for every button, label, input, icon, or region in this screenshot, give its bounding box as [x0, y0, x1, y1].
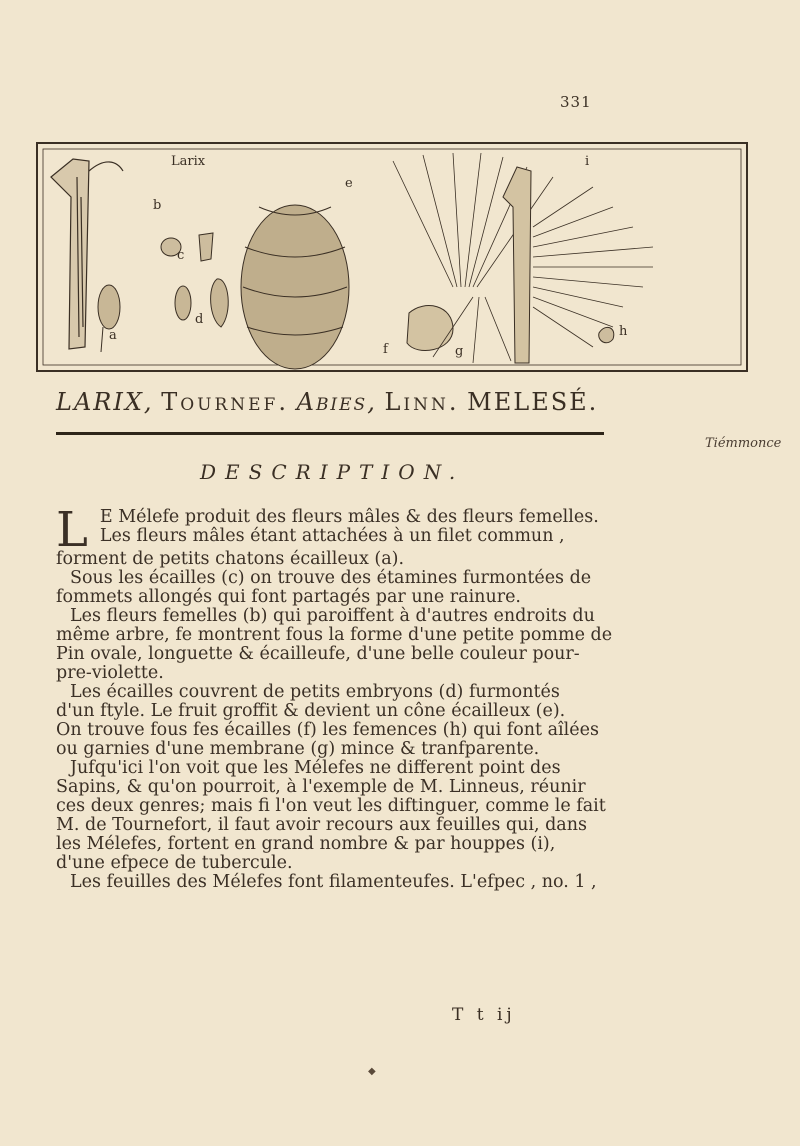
- text-line: d'un ftyle. Le fruit groffit & devient un cône écailleux (e).: [56, 701, 566, 721]
- title-rule: [56, 432, 604, 435]
- text-line: d'une efpece de tubercule.: [56, 853, 293, 873]
- text-line: ces deux genres; mais fi l'on veut les diftinguer, comme le fait: [56, 796, 606, 816]
- title-author1: Tournef.: [161, 388, 289, 416]
- text-line: Les écailles couvrent de petits embryons (d) furmontés: [70, 682, 560, 702]
- plate-letter-e: e: [345, 176, 353, 191]
- plate-letter-b: b: [153, 198, 162, 213]
- seed-drawing-f: [407, 306, 453, 351]
- plate-letter-g: g: [455, 344, 464, 359]
- larix-illustration: [33, 137, 751, 377]
- text-line: pre-violette.: [56, 663, 164, 683]
- cone-drawing-e: [241, 205, 349, 369]
- drop-cap: L: [56, 502, 88, 558]
- text-line: fommets allongés qui font partagés par une rainure.: [56, 587, 521, 607]
- stem-drawing-i: [503, 167, 531, 363]
- text-line: M. de Tournefort, il faut avoir recours aux feuilles qui, dans: [56, 815, 587, 835]
- text-line: Les fleurs femelles (b) qui paroiffent à d'autres endroits du: [70, 606, 595, 626]
- text-line: ou garnies d'une membrane (g) mince & tranfparente.: [56, 739, 540, 759]
- text-line: Les fleurs mâles étant attachées à un filet commun ,: [99, 526, 565, 546]
- winged-seed-h: [599, 327, 614, 342]
- text-line: les Mélefes, fortent en grand nombre & par houppes (i),: [56, 834, 556, 854]
- text-line: Les feuilles des Mélefes font filamenteufes. L'efpec , no. 1 ,: [70, 872, 597, 892]
- handwritten-signature: Tiémmonce: [705, 436, 782, 451]
- botanical-plate: [33, 137, 751, 377]
- description-body: [56, 502, 656, 892]
- text-line: Jufqu'ici l'on voit que les Mélefes ne different point des: [70, 758, 561, 778]
- signature-mark: T t ij: [452, 1005, 516, 1025]
- title-french: MELESÉ.: [467, 388, 599, 416]
- plate-letter-a: a: [109, 328, 117, 343]
- plate-label-title: Larix: [171, 154, 206, 169]
- page-number: 331: [560, 93, 592, 111]
- plate-letter-f: f: [383, 342, 388, 357]
- text-line: Sous les écailles (c) on trouve des étamines furmontées de: [70, 568, 592, 588]
- stamen-scales-c: [161, 233, 213, 261]
- printer-ornament: ◆: [368, 1066, 376, 1077]
- plate-letter-i: i: [585, 154, 590, 169]
- needle-fan-drawing: [533, 187, 653, 347]
- plate-letter-c: c: [177, 248, 185, 263]
- section-heading: DESCRIPTION.: [200, 460, 465, 484]
- text-line: Pin ovale, longuette & écailleufe, d'une belle couleur pour-: [56, 644, 580, 664]
- page-title: [56, 388, 756, 424]
- title-synonym: Abies,: [296, 388, 377, 416]
- plate-letter-d: d: [195, 312, 204, 327]
- text-line: E Mélefe produit des fleurs mâles & des fleurs femelles.: [99, 507, 599, 527]
- title-author2: Linn.: [384, 388, 460, 416]
- title-genus: LARIX,: [56, 388, 154, 416]
- plate-letter-h: h: [619, 324, 628, 339]
- text-line: forment de petits chatons écailleux (a).: [56, 549, 405, 569]
- text-line: On trouve fous fes écailles (f) les femences (h) qui font aîlées: [56, 720, 599, 740]
- text-line: même arbre, fe montrent fous la forme d'une petite pomme de: [56, 625, 613, 645]
- text-line: Sapins, & qu'on pourroit, à l'exemple de M. Linneus, réunir: [56, 777, 586, 797]
